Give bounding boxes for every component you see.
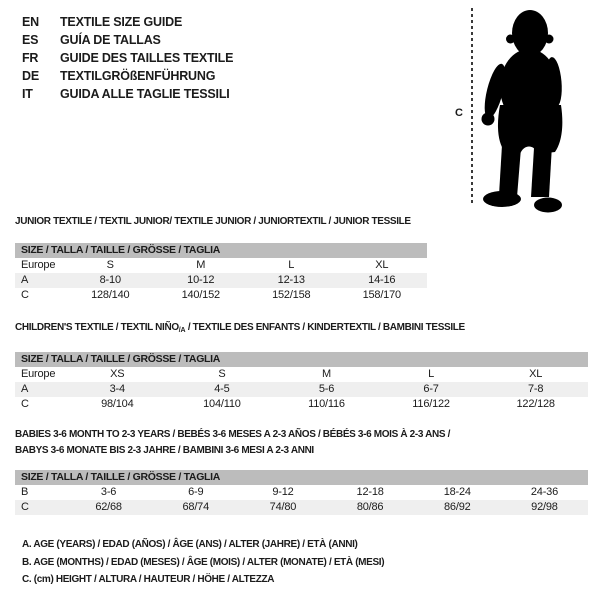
height-measure-label: C <box>455 107 463 119</box>
row-label: Europe <box>21 368 56 380</box>
language-row <box>22 49 233 67</box>
babies-title-line2: BABYS 3-6 MONATE BIS 2-3 JAHRE / BAMBINI 3-6 MESI A 2-3 ANNI <box>15 445 314 456</box>
size-header-bar: SIZE / TALLA / TAILLE / GRÖSSE / TAGLIA <box>15 352 588 367</box>
language-title: GUIDE DES TAILLES TEXTILE <box>60 51 234 65</box>
table-cell: 3-4 <box>109 383 125 395</box>
table-cell: 8-10 <box>99 274 121 286</box>
language-row <box>22 31 233 49</box>
footnote-c: C. (cm) HEIGHT / ALTURA / HAUTEUR / HÖHE / ALTEZZA <box>22 574 275 585</box>
language-title: TEXTILE SIZE GUIDE <box>60 15 183 29</box>
table-cell: 104/110 <box>203 398 241 410</box>
table-cell: 12-13 <box>277 274 305 286</box>
language-code: DE <box>22 69 39 83</box>
table-cell: 140/152 <box>181 289 220 301</box>
language-code: FR <box>22 51 39 65</box>
table-cell: XL <box>529 368 543 380</box>
language-title: TEXTILGRÖßENFÜHRUNG <box>60 69 216 83</box>
footnote-a: A. AGE (YEARS) / EDAD (AÑOS) / ÂGE (ANS) / ALTER (JAHRE) / ETÀ (ANNI) <box>22 539 358 550</box>
table-cell: 116/122 <box>412 398 450 410</box>
table-row <box>15 382 588 397</box>
row-label: A <box>21 274 29 286</box>
babies-size-table <box>15 470 588 515</box>
language-row <box>22 67 233 85</box>
children-title-pre: CHILDREN'S TEXTILE / TEXTIL NIÑO <box>15 322 179 333</box>
table-cell: 92/98 <box>531 501 558 513</box>
babies-title-line1: BABIES 3-6 MONTH TO 2-3 YEARS / BEBÉS 3-6 MESES A 2-3 AÑOS / BÉBÉS 3-6 MOIS À 2-3 ANS / <box>15 429 451 440</box>
table-cell: XL <box>375 259 389 271</box>
children-table-title <box>15 321 465 337</box>
children-size-table <box>15 352 588 412</box>
table-cell: 24-36 <box>530 486 559 498</box>
table-cell: 110/116 <box>308 398 345 410</box>
baby-silhouette-icon <box>475 5 575 215</box>
language-title: GUÍA DE TALLAS <box>60 33 161 47</box>
language-row <box>22 13 233 31</box>
babies-table-title <box>15 427 450 459</box>
table-cell: 68/74 <box>182 501 210 513</box>
size-header-bar: SIZE / TALLA / TAILLE / GRÖSSE / TAGLIA <box>15 470 588 485</box>
children-title-subscript: /A <box>178 327 186 334</box>
table-row <box>15 258 427 273</box>
junior-size-table <box>15 243 427 303</box>
table-cell: 122/128 <box>516 398 555 410</box>
table-cell: 18-24 <box>443 486 471 498</box>
row-label: Europe <box>21 259 56 271</box>
language-header <box>22 13 233 103</box>
table-row <box>15 273 427 288</box>
table-cell: 14-16 <box>368 274 396 286</box>
table-cell: 158/170 <box>362 289 401 301</box>
table-cell: 6-9 <box>188 486 204 498</box>
language-code: EN <box>22 15 39 29</box>
table-cell: 62/68 <box>95 501 122 513</box>
children-title-post: / TEXTILE DES ENFANTS / KINDERTEXTIL / BAMBINI TESSILE <box>185 322 465 333</box>
row-label: B <box>21 486 29 498</box>
table-cell: 152/158 <box>272 289 311 301</box>
baby-figure-area <box>450 0 600 220</box>
table-cell: 6-7 <box>423 383 439 395</box>
language-code: ES <box>22 33 39 47</box>
row-label: C <box>21 289 29 301</box>
table-cell: 4-5 <box>214 383 230 395</box>
table-cell: 80/86 <box>356 501 384 513</box>
table-cell: 3-6 <box>100 486 117 498</box>
language-code: IT <box>22 87 33 101</box>
table-cell: XS <box>110 368 125 380</box>
table-cell: S <box>218 368 226 380</box>
table-cell: 98/104 <box>101 398 134 410</box>
table-cell: M <box>196 259 206 271</box>
table-row <box>15 397 588 412</box>
footnote-b: B. AGE (MONTHS) / EDAD (MESES) / ÂGE (MOIS) / ALTER (MONATE) / ETÀ (MESI) <box>22 556 385 568</box>
table-row <box>15 367 588 382</box>
row-label: A <box>21 383 29 395</box>
table-row <box>15 500 588 515</box>
table-cell: 74/80 <box>269 501 297 513</box>
row-label: C <box>21 501 29 513</box>
table-cell: L <box>288 259 295 271</box>
table-row <box>15 288 427 303</box>
table-cell: L <box>428 368 435 380</box>
table-cell: M <box>322 368 331 380</box>
row-label: C <box>21 398 29 410</box>
footnotes-block <box>22 536 384 589</box>
table-cell: 5-6 <box>318 383 335 395</box>
size-header-bar: SIZE / TALLA / TAILLE / GRÖSSE / TAGLIA <box>15 243 427 258</box>
table-cell: 128/140 <box>91 289 130 301</box>
table-row <box>15 485 588 500</box>
language-title: GUIDA ALLE TAGLIE TESSILI <box>60 87 230 101</box>
language-row <box>22 85 233 103</box>
table-cell: 7-8 <box>528 383 544 395</box>
height-dashed-line <box>471 8 473 206</box>
table-cell: S <box>106 259 114 271</box>
table-cell: 86/92 <box>444 501 471 513</box>
table-cell: 12-18 <box>356 486 384 498</box>
junior-table-title: JUNIOR TEXTILE / TEXTIL JUNIOR/ TEXTILE JUNIOR / JUNIORTEXTIL / JUNIOR TESSILE <box>15 216 411 227</box>
table-cell: 10-12 <box>187 274 215 286</box>
table-cell: 9-12 <box>272 486 294 498</box>
